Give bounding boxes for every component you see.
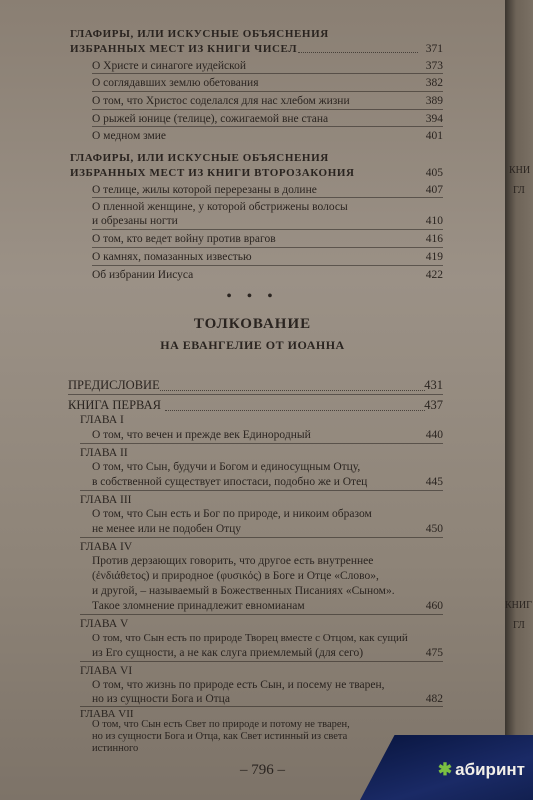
chapter-text: в собственной существует ипостаси, подобно же и Отец <box>92 476 368 488</box>
chapter-text: (ἐνδιάθετος) и природное (φυσικός) в Боге и Отце «Слово», <box>92 570 379 582</box>
chapter-text: но из сущности Бога и Отца <box>92 693 230 705</box>
entry-rule <box>80 537 443 538</box>
toc-entry-title: О телице, жилы которой перерезаны в долине <box>92 184 317 196</box>
logo-mark-icon: ✱ <box>437 760 453 779</box>
labirint-logo <box>438 760 525 780</box>
entry-rule <box>92 265 443 266</box>
toc-entry-title: О медном змие <box>92 130 167 142</box>
logo-text: абиринт <box>455 760 525 779</box>
toc-entry-title: О камнях, помазанных известью <box>92 251 252 263</box>
entry-rule <box>80 614 443 615</box>
section1-title-page: 371 <box>425 43 443 55</box>
chapter-text: О том, что жизнь по природе есть Сын, и посему не тварен, <box>92 679 385 691</box>
chapter-text: О том, что Сын есть и Бог по природе, и никоим образом <box>92 508 372 520</box>
chapter-text: из Его сущности, а не как слуга приемлемый (для сего) <box>92 647 364 659</box>
adjacent-page-edge <box>505 0 533 800</box>
toc-entry-page: 382 <box>425 77 443 89</box>
chapter-text: не менее или не подобен Отцу <box>92 523 242 535</box>
main-subtitle: НА ЕВАНГЕЛИЕ ОТ ИОАННА <box>160 338 345 352</box>
toc-entry-page: 401 <box>425 130 443 142</box>
section2-title-line2: ИЗБРАННЫХ МЕСТ ИЗ КНИГИ ВТОРОЗАКОНИЯ <box>70 167 355 179</box>
chapter-label-text: ГЛАВА VII <box>80 708 134 720</box>
chapter-label-text: ГЛАВА I <box>80 414 124 426</box>
chapter-label-text: ГЛАВА VI <box>80 665 133 677</box>
edge-fragment: ГЛ <box>513 185 525 196</box>
page-number: – 796 – <box>240 762 285 778</box>
toc-entry-page: 450 <box>425 523 443 535</box>
separator-stars: • • • <box>226 289 279 304</box>
toc-entry-title: и обрезаны ногти <box>92 215 178 227</box>
toc-entry-page: 419 <box>425 251 443 263</box>
toc-entry-page: 445 <box>425 476 443 488</box>
toc-entry-title: О том, кто ведет войну против врагов <box>92 233 276 245</box>
section1-title-line2: ИЗБРАННЫХ МЕСТ ИЗ КНИГИ ЧИСЕЛ <box>70 43 298 55</box>
leader-dots <box>298 52 418 53</box>
entry-rule <box>92 91 443 92</box>
entry-rule <box>92 109 443 110</box>
toc-entry-title: ПРЕДИСЛОВИЕ <box>68 378 160 392</box>
entry-rule <box>92 229 443 230</box>
toc-entry-title: Об избрании Иисуса <box>92 269 194 281</box>
section1-title-line1: ГЛАФИРЫ, ИЛИ ИСКУСНЫЕ ОБЪЯСНЕНИЯ <box>70 28 329 40</box>
chapter-text: О том, что вечен и прежде век Единородный <box>92 429 311 441</box>
toc-entry-page: 373 <box>425 60 443 72</box>
chapter-text: Такое зломнение принадлежит евномианам <box>92 600 305 612</box>
toc-entry-title: КНИГА ПЕРВАЯ <box>68 398 161 412</box>
edge-fragment: КНИ <box>509 165 531 176</box>
toc-entry-page: 422 <box>425 269 443 281</box>
toc-entry-page: 460 <box>425 600 443 612</box>
toc-entry-page: 431 <box>424 378 443 392</box>
entry-rule <box>80 706 443 707</box>
chapter-text: О том, что Сын, будучи и Богом и единосущным Отцу, <box>92 461 361 473</box>
chapter-label-text: ГЛАВА II <box>80 447 128 459</box>
chapter-label-text: ГЛАВА V <box>80 618 129 630</box>
leader-dots <box>160 390 425 391</box>
entry-rule <box>92 197 443 198</box>
toc-entry-title: О том, что Христос соделался для нас хлебом жизни <box>92 95 350 107</box>
leader-dots <box>165 410 425 411</box>
toc-entry-page: 475 <box>425 647 443 659</box>
chapter-label-text: ГЛАВА IV <box>80 541 133 553</box>
section2-title-line1: ГЛАФИРЫ, ИЛИ ИСКУСНЫЕ ОБЪЯСНЕНИЯ <box>70 152 329 164</box>
entry-rule <box>68 394 443 395</box>
toc-entry-page: 482 <box>425 693 443 705</box>
entry-rule <box>80 443 443 444</box>
chapter-text: О том, что Сын есть Свет по природе и потому не тварен, <box>92 719 350 730</box>
entry-rule <box>80 490 443 491</box>
chapter-text: Против дерзающих говорить, что другое есть внутреннее <box>92 555 374 567</box>
entry-rule <box>80 661 443 662</box>
edge-fragment: ГЛ <box>513 620 525 631</box>
toc-entry-page: 407 <box>425 184 443 196</box>
chapter-label-text: ГЛАВА III <box>80 494 132 506</box>
edge-fragment: КНИГ <box>505 600 532 611</box>
toc-entry-title: О рыжей юнице (телице), сожигаемой вне стана <box>92 113 329 125</box>
toc-entry-page: 416 <box>425 233 443 245</box>
toc-entry-page: 440 <box>425 429 443 441</box>
chapter-text: О том, что Сын есть по природе Творец вместе с Отцом, как сущий <box>92 632 408 644</box>
toc-entry-title: О пленной женщине, у которой обстрижены волосы <box>92 201 348 213</box>
entry-rule <box>92 247 443 248</box>
chapter-text: истинного <box>92 743 139 754</box>
toc-entry-page: 437 <box>424 398 443 412</box>
toc-entry-page: 394 <box>425 113 443 125</box>
entry-rule <box>92 73 443 74</box>
chapter-text: но из сущности Бога и Отца, как Свет истинный из света <box>92 731 348 742</box>
section2-title-page: 405 <box>425 167 443 179</box>
chapter-text: и другой, – называемый в Божественных Писаниях «Сыном». <box>92 585 395 597</box>
toc-entry-page: 410 <box>425 215 443 227</box>
entry-rule <box>92 126 443 127</box>
main-title: ТОЛКОВАНИЕ <box>193 316 312 332</box>
toc-entry-title: О Христе и синагоге иудейской <box>92 60 247 72</box>
toc-entry-title: О соглядавших землю обетования <box>92 77 259 89</box>
toc-entry-page: 389 <box>425 95 443 107</box>
